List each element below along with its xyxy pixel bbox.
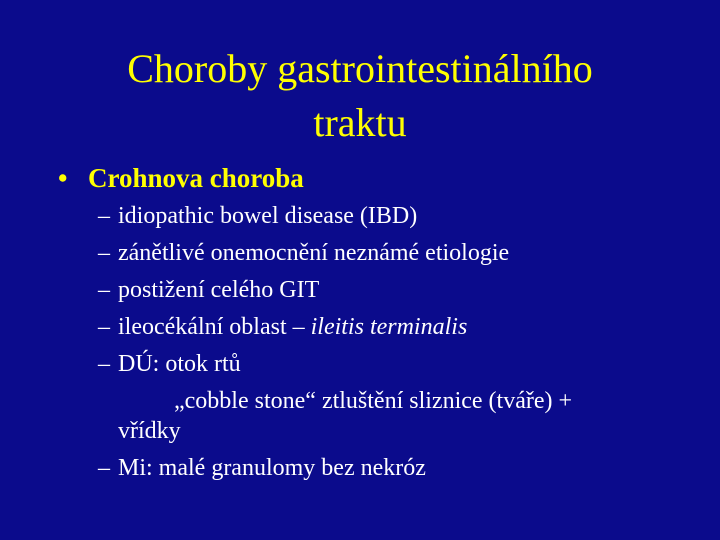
list-item-text: zánětlivé onemocnění neznámé etiologie <box>118 240 510 266</box>
list-item-text: idiopathic bowel disease (IBD) <box>118 203 418 229</box>
list-item-text: ileocékální oblast – <box>118 314 311 340</box>
main-bullet-text: Crohnova choroba <box>88 163 304 193</box>
main-bullet <box>58 160 304 196</box>
dash-icon: – <box>98 351 110 377</box>
list-item-text: Mi: malé granulomy bez nekróz <box>118 455 426 481</box>
dash-icon: – <box>98 314 110 340</box>
dash-icon: – <box>98 277 110 303</box>
list-item-continuation-2: vřídky <box>118 418 181 444</box>
title-line-1: Choroby gastrointestinálního <box>127 46 593 91</box>
list-item <box>98 275 319 305</box>
list-item-text: postižení celého GIT <box>118 277 320 303</box>
list-item <box>98 238 509 268</box>
bullet-dot-icon: • <box>58 163 68 193</box>
list-item-text: DÚ: otok rtů <box>118 351 241 377</box>
dash-icon: – <box>98 455 110 481</box>
slide-title <box>0 42 720 150</box>
list-item <box>98 453 426 483</box>
list-item <box>98 312 467 342</box>
title-line-2: traktu <box>313 100 407 145</box>
dash-icon: – <box>98 203 110 229</box>
list-item <box>98 349 241 379</box>
list-item <box>98 201 417 231</box>
list-item-continuation-1: „cobble stone“ ztluštění sliznice (tváře) + <box>174 388 573 414</box>
dash-icon: – <box>98 240 110 266</box>
list-item-italic-term: ileitis terminalis <box>310 314 468 340</box>
